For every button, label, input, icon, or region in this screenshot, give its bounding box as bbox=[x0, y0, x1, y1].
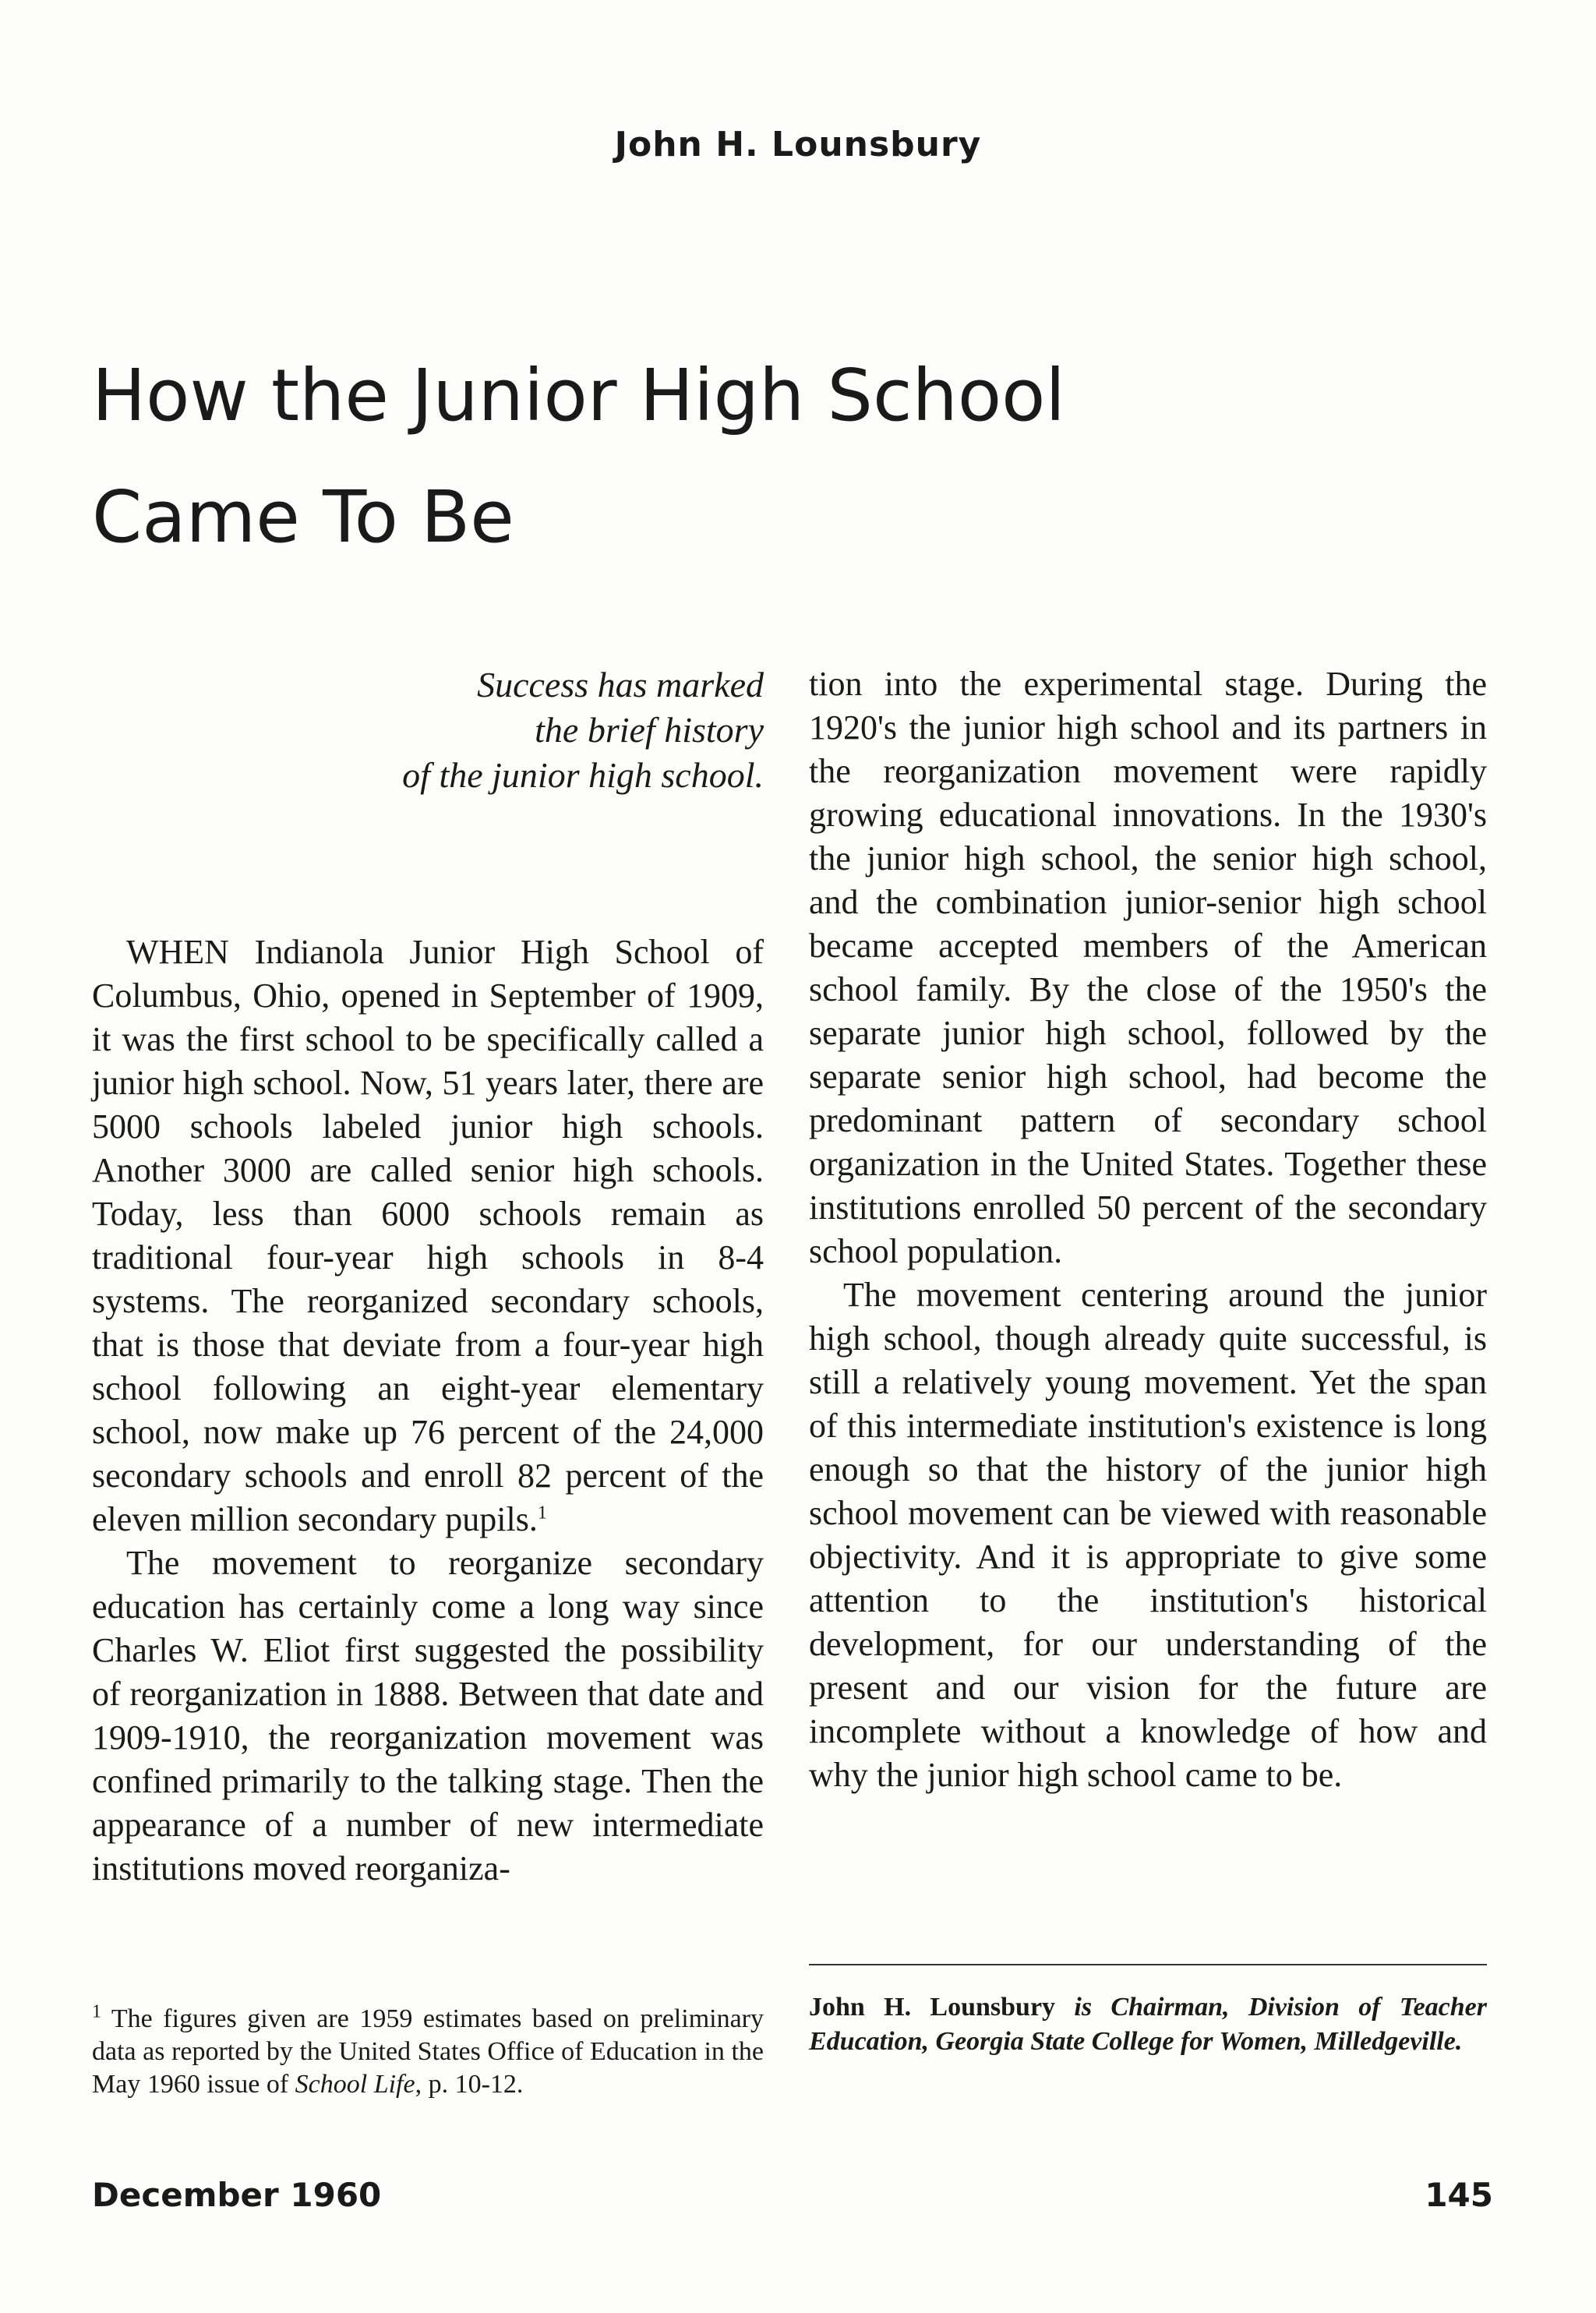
footnote-tail: , p. 10-12. bbox=[415, 2070, 524, 2099]
bio-name: John H. Lounsbury bbox=[809, 1993, 1056, 2022]
author-header: John H. Lounsbury bbox=[614, 125, 982, 164]
footnote bbox=[92, 2003, 764, 2101]
issue-date: December 1960 bbox=[92, 2176, 382, 2214]
footnote-text: The figures given are 1959 estimates based on preliminary data as reported by the United States Office of Education in the May 1960 issue of bbox=[92, 2004, 764, 2099]
paragraph-1-text: WHEN Indianola Junior High School of Columbus, Ohio, opened in September of 1909, it was the first school to be specifically called a junior high school. Now, 51 years later, there are 5000 schools labeled junior high schools. Another 3000 are called senior high schools. Today, less than 6000 schools remain as traditional four-year high schools in 8-4 systems. The reorganized secondary schools, that is those that deviate from a four-year high school following an eight-year elementary school, now make up 76 percent of the 24,000 secondary schools and enroll 82 percent of the eleven million secondary pupils. bbox=[92, 933, 764, 1538]
footnote-source: School Life bbox=[295, 2070, 415, 2099]
paragraph-2-continued: tion into the experimental stage. During the 1920's the junior high school and its partners in the reorganization movement were rapidly growing educational innovations. In the 1930's the junior high school, the senior high school, and the combination junior-senior high school became accepted members of the American school family. By the close of the 1950's the separate junior high school, followed by the separate senior high school, had become the predominant pattern of secondary school organization in the United States. Together these institutions enrolled 50 percent of the secondary school population. bbox=[809, 665, 1487, 1270]
author-bio bbox=[809, 1990, 1487, 2059]
paragraph-1 bbox=[92, 930, 764, 1541]
footnote-marker: 1 bbox=[92, 2001, 101, 2022]
paragraph-2: The movement to reorganize secondary education has certainly come a long way since Charles W. Eliot first suggested the possibility of reorganization in 1888. Between that date and 1909-1910, the reorganization movement was confined primarily to the talking stage. Then the appearance of a number of new intermediate institutions moved reorganiza- bbox=[92, 1544, 764, 1887]
title-line-2: Came To Be bbox=[92, 475, 514, 559]
bio-role: is Chairman, Division of Teacher Education, Georgia State College for Women, Milledgeville. bbox=[809, 1993, 1487, 2056]
footnote-reference[interactable]: 1 bbox=[537, 1503, 547, 1524]
bio-divider bbox=[809, 1964, 1487, 1965]
page-number: 145 bbox=[1425, 2176, 1493, 2214]
title-line-1: How the Junior High School bbox=[92, 354, 1065, 437]
pull-quote bbox=[92, 662, 764, 798]
pull-quote-line-3: of the junior high school. bbox=[402, 755, 764, 795]
pull-quote-line-1: Success has marked bbox=[477, 665, 764, 704]
right-column bbox=[809, 662, 1487, 1797]
left-column bbox=[92, 662, 764, 1891]
article-title bbox=[92, 335, 1261, 578]
paragraph-3: The movement centering around the junior high school, though already quite successful, is still a relatively young movement. Yet the span of this intermediate institution's existence is long enough so that the history of the junior high school movement can be viewed with reasonable objectivity. And it is appropriate to give some attention to the institution's historical development, for our understanding of the present and our vision for the future are incomplete without a knowledge of how and why the junior high school came to be. bbox=[809, 1276, 1487, 1794]
pull-quote-line-2: the brief history bbox=[535, 710, 764, 750]
